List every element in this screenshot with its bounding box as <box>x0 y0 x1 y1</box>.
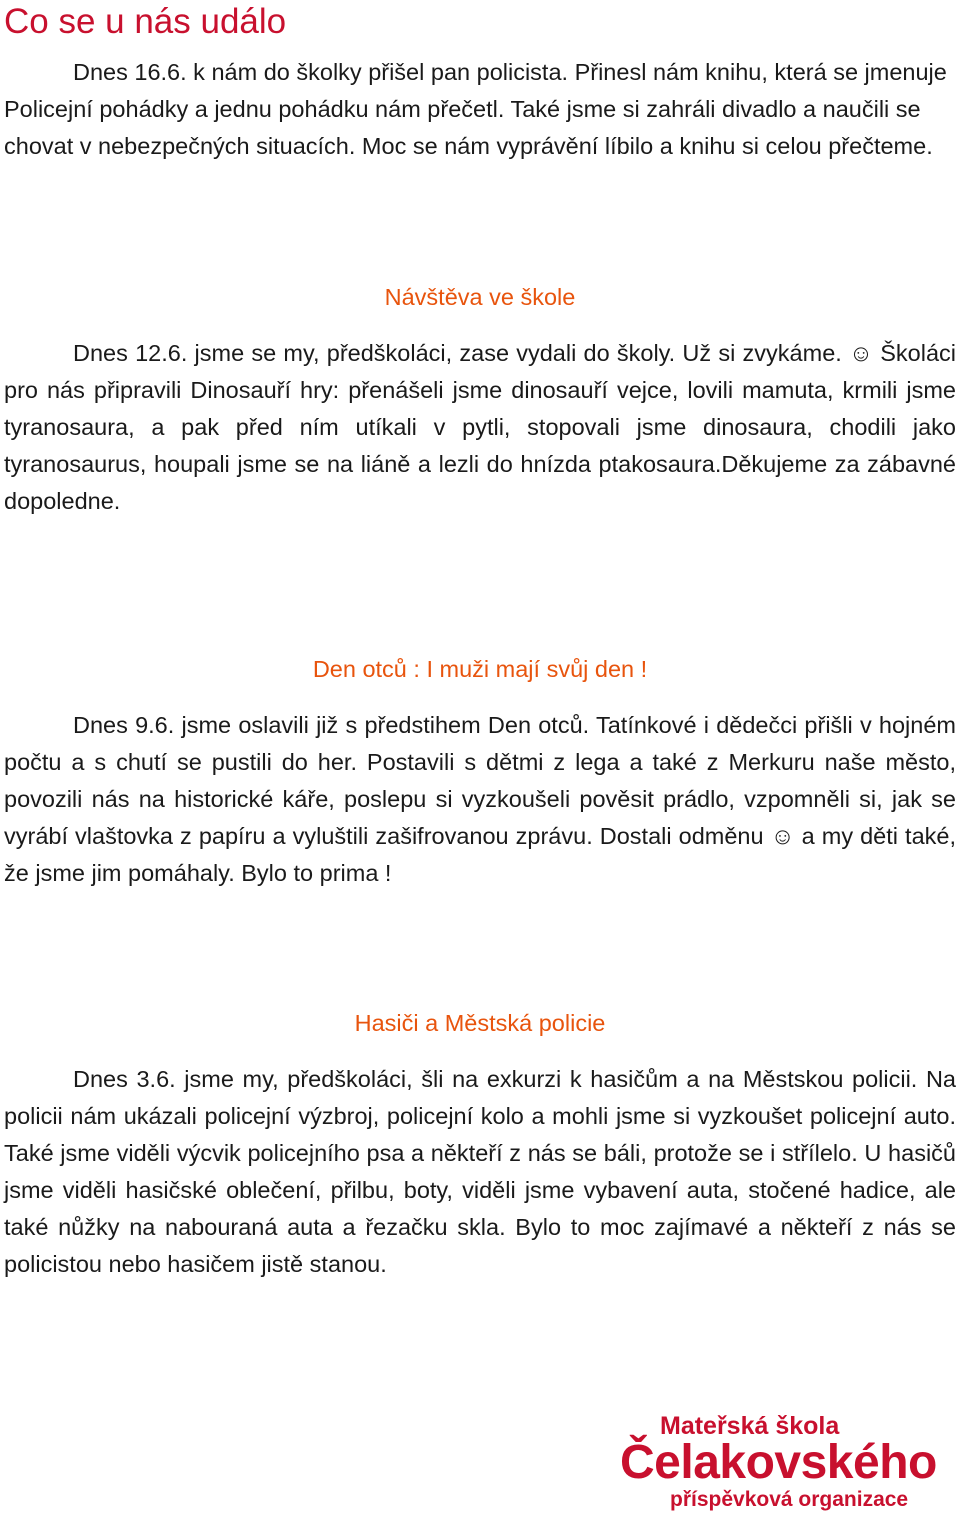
section-heading-school-visit: Návštěva ve škole <box>384 284 576 310</box>
article-paragraph-school-visit: Dnes 12.6. jsme se my, předškoláci, zase vydali do školy. Už si zvykáme. ☺ Školáci pro nás připravili Dinosauří hry: přenášeli jsme dinosauří vejce, lovili mamuta, krmili jsme tyranosaura, a pak před ním utíkali v pytli, stopovali jsme dinosaura, chodili jako tyranosaurus, houpali jsme se na liáně a lezli do hnízda ptakosaura.Děkujeme za zábavné dopoledne. <box>4 340 956 514</box>
logo-line-kindergarten: Mateřská škola <box>660 1412 840 1440</box>
section-heading-fathers-day: Den otců : I muži mají svůj den ! <box>312 656 648 682</box>
page-title: Co se u nás událo <box>4 2 287 41</box>
logo-line-school-name: Čelakovského <box>620 1436 937 1489</box>
logo-line-organization: příspěvková organizace <box>670 1488 909 1511</box>
school-logo <box>620 1405 950 1513</box>
section-heading-firefighters-police: Hasiči a Městská policie <box>354 1010 606 1036</box>
article-paragraph-police-visit: Dnes 16.6. k nám do školky přišel pan policista. Přinesl nám knihu, která se jmenuje Policejní pohádky a jednu pohádku nám přečetl. Také jsme si zahráli divadlo a naučili se chovat v nebezpečných situacích. Moc se nám vyprávění líbilo a knihu si celou přečteme. <box>4 59 947 159</box>
article-paragraph-firefighters-police: Dnes 3.6. jsme my, předškoláci, šli na exkurzi k hasičům a na Městskou policii. Na policii nám ukázali policejní výzbroj, policejní kolo a mohli jsme si vyzkoušet policejní auto. Také jsme viděli výcvik policejního psa a někteří z nás se báli, protože se i střílelo. U hasičů jsme viděli hasičské oblečení, přilbu, boty, viděli jsme vybavení auta, stočené hadice, ale také nůžky na nabouraná auta a řezačku skla. Bylo to moc zajímavé a někteří z nás se policistou nebo hasičem jistě stanou. <box>4 1066 956 1277</box>
article-paragraph-fathers-day: Dnes 9.6. jsme oslavili již s předstihem Den otců. Tatínkové i dědečci přišli v hojném počtu a s chutí se pustili do her. Postavili s dětmi z lega a také z Merkuru naše město, povozili nás na historické káře, poslepu si vyzkoušeli pověsit prádlo, vzpomněli si, jak se vyrábí vlaštovka z papíru a vyluštili zašifrovanou zprávu. Dostali odměnu ☺ a my děti také, že jsme jim pomáhaly. Bylo to prima ! <box>4 712 956 886</box>
